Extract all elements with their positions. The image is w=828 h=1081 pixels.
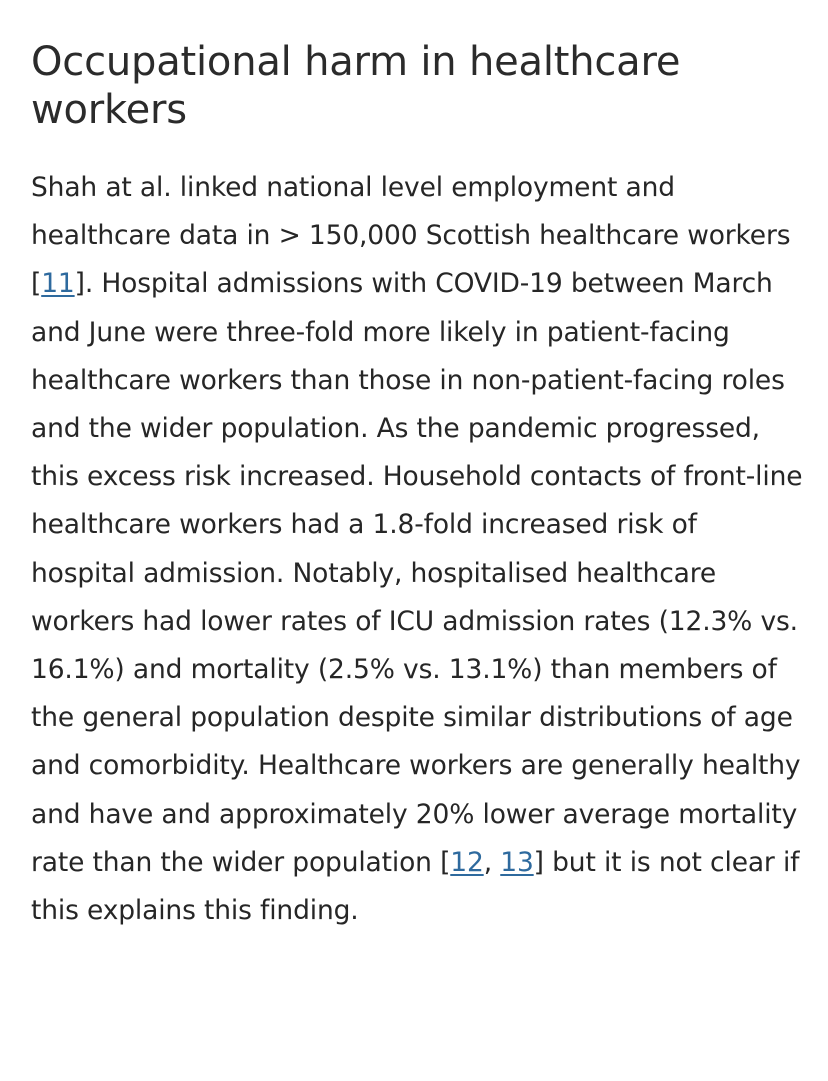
citation-link-11[interactable]: 11 bbox=[41, 268, 75, 300]
citation-link-13[interactable]: 13 bbox=[500, 846, 534, 878]
citation-separator: , bbox=[483, 846, 501, 878]
section-heading: Occupational harm in healthcare workers bbox=[31, 39, 681, 133]
paragraph-text-1: Shah at al. linked national level employment and healthcare data in > 150,000 Scottish healthcare workers [ bbox=[31, 172, 791, 300]
section-paragraph bbox=[31, 164, 807, 935]
article-section bbox=[31, 38, 807, 935]
paragraph-text-2: ]. Hospital admissions with COVID-19 between March and June were three-fold more likely in patient-facing healthcare workers than those in non-patient-facing roles and the wider population. As the pandemic progressed, this excess risk increased. Household contacts of front-line healthcare workers had a 1.8-fold increased risk of hospital admission. Notably, hospitalised healthcare workers had lower rates of ICU admission rates (12.3% vs. 16.1%) and mortality (2.5% vs. 13.1%) than members of the general population despite similar distributions of age and comorbidity. Healthcare workers are generally healthy and have and approximately 20% lower average mortality rate than the wider population [ bbox=[31, 268, 803, 878]
paragraph-text-3: ] but it is not clear if this explains this finding. bbox=[31, 846, 800, 927]
citation-link-12[interactable]: 12 bbox=[450, 846, 484, 878]
